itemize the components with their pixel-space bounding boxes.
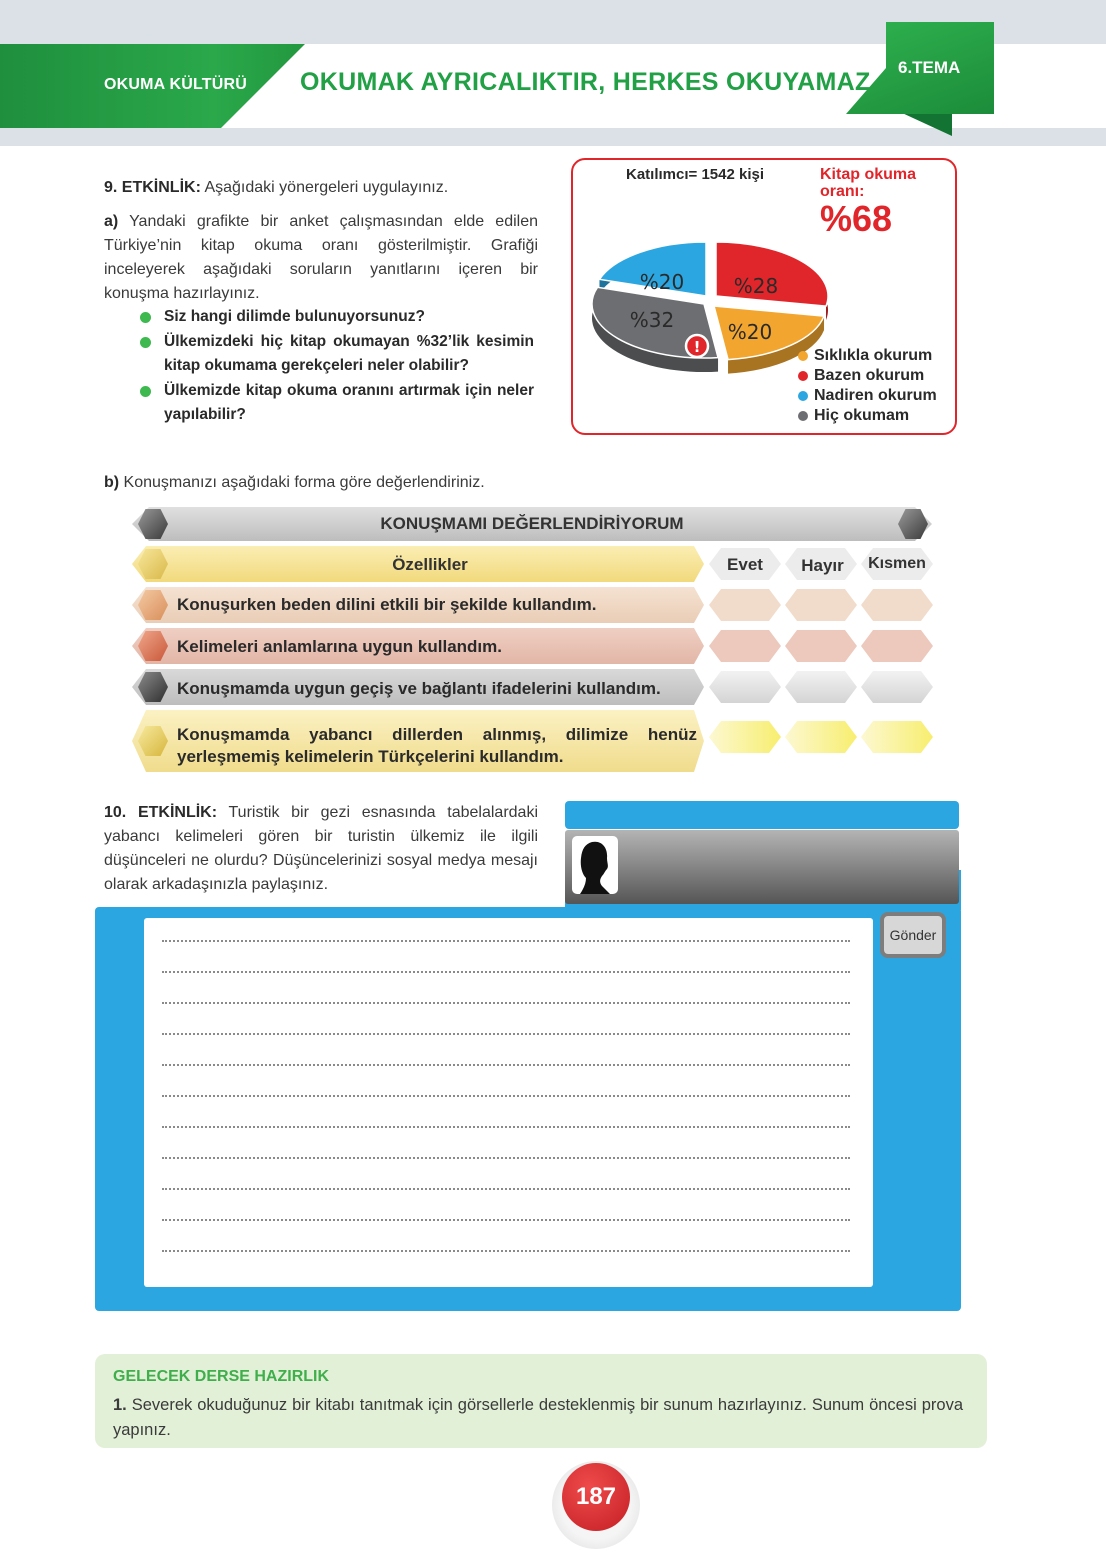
activity9-instruction: Aşağıdaki yönergeleri uygulayınız. bbox=[200, 179, 449, 196]
social-header-bar bbox=[565, 801, 959, 829]
list-item: Ülkemizdeki hiç kitap okumayan %32’lik kesimin kitap okumama gerekçeleri neler olabilir? bbox=[140, 330, 534, 378]
writing-line bbox=[162, 1157, 850, 1159]
part-a-text: Yandaki grafikte bir anket çalışmasından elde edilen Türkiye’nin kitap okuma oranı gösterilmiştir. Grafiği inceleyerek aşağıdaki soruların yanıtlarını içeren bir konuşma hazırlayınız. bbox=[104, 213, 538, 302]
legend-dot bbox=[798, 411, 808, 421]
column-evet: Evet bbox=[727, 555, 763, 574]
writing-line bbox=[162, 1095, 850, 1097]
answer-cell-evet[interactable] bbox=[709, 721, 781, 753]
chart-legend bbox=[798, 346, 937, 426]
avatar bbox=[572, 836, 618, 894]
pie-slice-label: %32 bbox=[629, 308, 675, 332]
writing-line bbox=[162, 940, 850, 942]
column-kismen: Kısmen bbox=[868, 555, 926, 572]
part-b-label: b) bbox=[104, 474, 120, 491]
section-label: OKUMA KÜLTÜRÜ bbox=[104, 76, 248, 93]
legend-item: Sıklıkla okurum bbox=[798, 346, 937, 366]
answer-cell-hayir[interactable] bbox=[785, 589, 857, 621]
answer-cell-kismen[interactable] bbox=[861, 721, 933, 753]
criterion-text: Konuşmamda uygun geçiş ve bağlantı ifadelerini kullandım. bbox=[177, 679, 661, 698]
next-lesson-title: GELECEK DERSE HAZIRLIK bbox=[113, 1368, 330, 1385]
bullet-icon bbox=[140, 312, 151, 323]
writing-line bbox=[162, 1126, 850, 1128]
activity10-label: 10. ETKİNLİK: bbox=[104, 804, 218, 821]
form-title: KONUŞMAMI DEĞERLENDİRİYORUM bbox=[380, 514, 684, 533]
theme-label: 6.TEMA bbox=[898, 58, 961, 77]
profile-bar bbox=[565, 830, 959, 904]
column-hayir: Hayır bbox=[801, 556, 844, 575]
writing-line bbox=[162, 1219, 850, 1221]
legend-dot bbox=[798, 371, 808, 381]
bullet-icon bbox=[140, 337, 151, 348]
message-input[interactable] bbox=[144, 918, 873, 1287]
part-a-label: a) bbox=[104, 213, 119, 230]
item-number: 1. bbox=[113, 1396, 127, 1414]
page-title: OKUMAK AYRICALIKTIR, HERKES OKUYAMAZ bbox=[300, 68, 871, 96]
writing-line bbox=[162, 1064, 850, 1066]
pie-slice-label: %28 bbox=[733, 274, 779, 298]
writing-line bbox=[162, 1250, 850, 1252]
bullet-icon bbox=[140, 386, 151, 397]
criterion-text: Konuşurken beden dilini etkili bir şekilde kullandım. bbox=[177, 595, 597, 614]
activity10-text bbox=[104, 801, 538, 897]
activity9-heading bbox=[104, 176, 534, 200]
writing-line bbox=[162, 971, 850, 973]
answer-cell-kismen[interactable] bbox=[861, 630, 933, 662]
answer-cell-kismen[interactable] bbox=[861, 589, 933, 621]
reading-rate-value: %68 bbox=[820, 198, 893, 239]
activity9-part-a bbox=[104, 210, 538, 306]
answer-cell-kismen[interactable] bbox=[861, 671, 933, 703]
person-silhouette-icon bbox=[572, 836, 618, 894]
question-list bbox=[140, 305, 534, 428]
pie-slice-label: %20 bbox=[727, 320, 773, 344]
pie-slices bbox=[592, 242, 828, 360]
item-text: Severek okuduğunuz bir kitabı tanıtmak için görsellerle desteklenmiş bir sunum hazırlayınız. Sunum öncesi prova yapınız. bbox=[113, 1396, 963, 1439]
list-item: Ülkemizde kitap okuma oranını artırmak için neler yapılabilir? bbox=[140, 379, 534, 427]
feature-header: Özellikler bbox=[392, 555, 468, 574]
answer-cell-hayir[interactable] bbox=[785, 630, 857, 662]
answer-cell-evet[interactable] bbox=[709, 589, 781, 621]
activity10-instruction: Turistik bir gezi esnasında tabelalardaki yabancı kelimeleri gören bir turistin ülkemiz ile ilgili düşünceleri ne olurdu? Düşüncelerinizi sosyal medya mesajı olarak arkadaşınızla paylaşınız. bbox=[104, 804, 538, 893]
part-b-text: Konuşmanızı aşağıdaki forma göre değerlendiriniz. bbox=[119, 474, 485, 491]
svg-text:!: ! bbox=[693, 338, 701, 356]
legend-item: Hiç okumam bbox=[798, 406, 937, 426]
form-header bbox=[132, 507, 932, 541]
writing-line bbox=[162, 1188, 850, 1190]
answer-cell-evet[interactable] bbox=[709, 671, 781, 703]
list-item: Siz hangi dilimde bulunuyorsunuz? bbox=[140, 305, 534, 329]
reading-rate-label: Kitap okuma oranı: bbox=[820, 166, 917, 200]
answer-cell-evet[interactable] bbox=[709, 630, 781, 662]
alert-icon bbox=[686, 335, 708, 357]
criterion-text: Kelimeleri anlamlarına uygun kullandım. bbox=[177, 637, 502, 656]
page-number: 187 bbox=[562, 1463, 630, 1531]
activity9-label: 9. ETKİNLİK: bbox=[104, 179, 201, 196]
writing-line bbox=[162, 1002, 850, 1004]
next-lesson-text bbox=[113, 1393, 963, 1443]
chart-title: Katılımcı= 1542 kişi bbox=[626, 166, 765, 183]
activity9-part-b bbox=[104, 471, 604, 495]
send-button[interactable]: Gönder bbox=[880, 912, 946, 958]
legend-item: Bazen okurum bbox=[798, 366, 937, 386]
legend-dot bbox=[798, 391, 808, 401]
legend-dot bbox=[798, 351, 808, 361]
criterion-text: Konuşmamda yabancı dillerden alınmış, dilimize henüz yerleşmemiş kelimelerin Türkçelerini kullandım. bbox=[177, 725, 697, 766]
pie-chart bbox=[590, 240, 830, 380]
answer-cell-hayir[interactable] bbox=[785, 721, 857, 753]
pie-slice-label: %20 bbox=[639, 270, 685, 294]
legend-item: Nadiren okurum bbox=[798, 386, 937, 406]
answer-cell-hayir[interactable] bbox=[785, 671, 857, 703]
writing-line bbox=[162, 1033, 850, 1035]
